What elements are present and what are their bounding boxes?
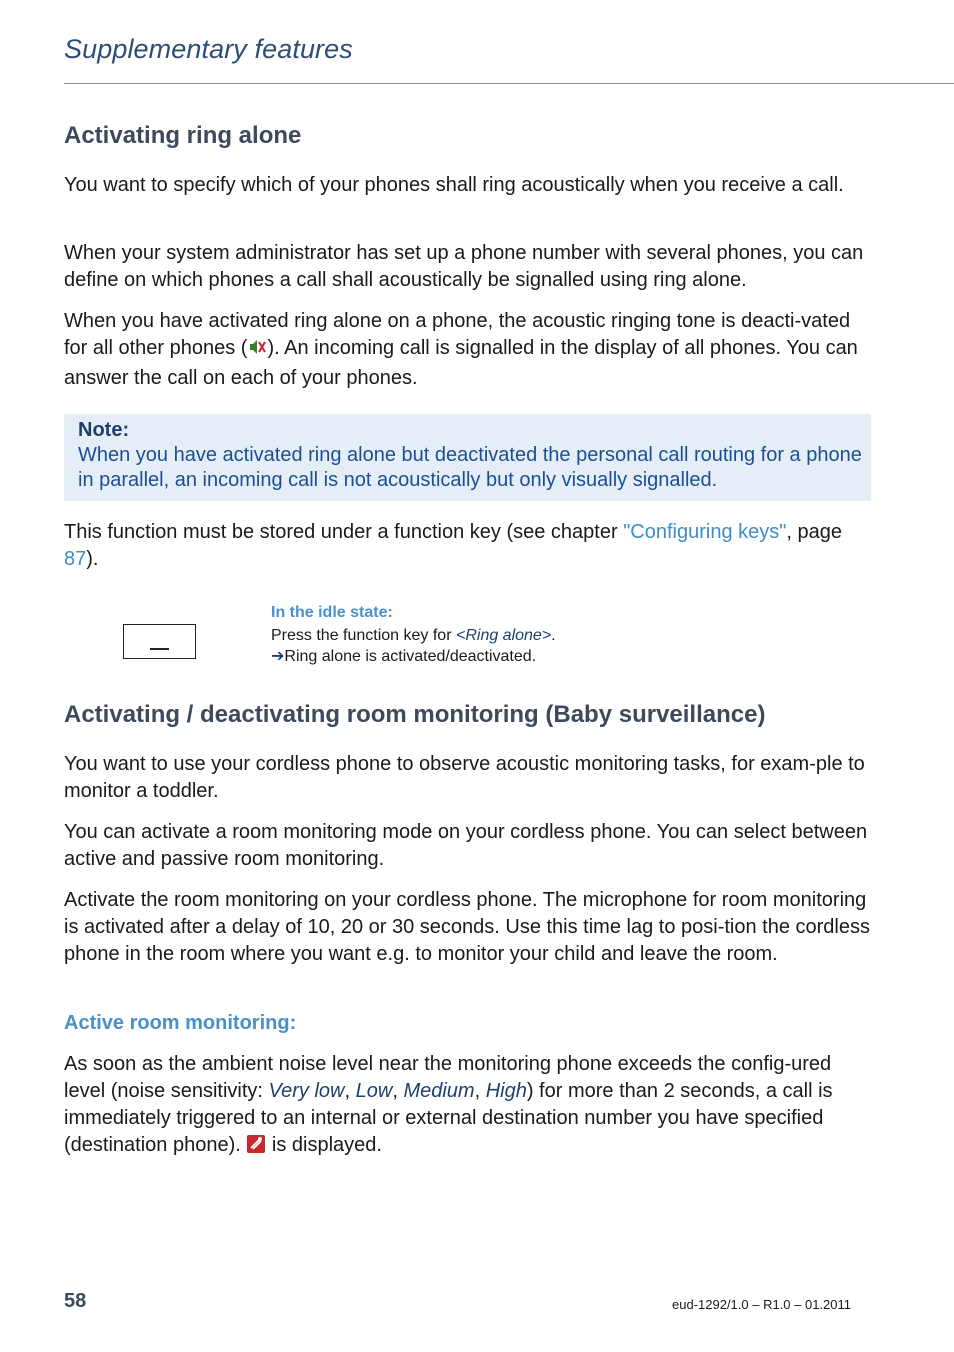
idle-state-label: In the idle state: xyxy=(271,604,393,621)
idle-result-text: Ring alone is activated/deactivated. xyxy=(284,648,537,665)
function-key-icon xyxy=(123,624,196,659)
paragraph-text: When you have activated ring alone on a phone, the acoustic ringing tone is deacti-vated for all other phones ( xyxy=(64,310,851,359)
idle-result xyxy=(271,647,536,667)
paragraph-active-monitoring xyxy=(64,1051,870,1162)
note-box xyxy=(64,414,871,501)
header-divider xyxy=(64,83,954,84)
function-key-dash xyxy=(150,648,169,650)
paragraph-text: , page xyxy=(786,521,842,543)
separator: , xyxy=(344,1080,356,1102)
idle-instruction-end: . xyxy=(551,627,556,644)
page-number: 58 xyxy=(64,1290,87,1312)
separator: , xyxy=(474,1080,486,1102)
idle-instruction-text: Press the function key for xyxy=(271,627,456,644)
paragraph-ring-alone-admin: When your system administrator has set up a phone number with several phones, you can define on which phones a call shall acoustically be signalled using ring alone. xyxy=(64,242,864,291)
link-page-87[interactable]: 87 xyxy=(64,548,87,570)
note-text: When you have activated ring alone but deactivated the personal call routing for a phone in parallel, an incoming call is not acoustically but only visually signalled. xyxy=(78,444,862,491)
paragraph-function-key xyxy=(64,519,870,573)
option-high: High xyxy=(485,1080,527,1102)
subheading-active-room-monitoring: Active room monitoring: xyxy=(64,1012,297,1034)
paragraph-text: ). An incoming call is signalled in the display of all phones. You can answer the call on each of your phones. xyxy=(64,337,858,389)
paragraph-room-monitoring-modes: You can activate a room monitoring mode on your cordless phone. You can select between active and passive room monitoring. xyxy=(64,821,868,870)
link-configuring-keys[interactable]: "Configuring keys" xyxy=(623,521,787,543)
paragraph-ring-alone-intro: You want to specify which of your phones shall ring acoustically when you receive a call. xyxy=(64,174,844,196)
paragraph-ring-alone-deactivated xyxy=(64,308,870,392)
page-header-title: Supplementary features xyxy=(64,34,353,64)
paragraph-text: is displayed. xyxy=(266,1134,382,1156)
section-heading-ring-alone: Activating ring alone xyxy=(64,122,302,149)
ring-alone-key-label: <Ring alone> xyxy=(455,627,552,644)
option-medium: Medium xyxy=(403,1080,475,1102)
room-monitor-icon xyxy=(246,1134,266,1162)
paragraph-text: ) for more than 2 seconds, a call is immediately triggered to an internal or external destination number you have specified (destination phone). xyxy=(64,1080,833,1156)
paragraph-text: As soon as the ambient noise level near the monitoring phone exceeds the config-ured level (noise sensitivity: xyxy=(64,1053,832,1102)
note-title: Note: xyxy=(78,419,130,441)
paragraph-text: ). xyxy=(86,548,99,570)
option-very-low: Very low xyxy=(268,1080,345,1102)
paragraph-text: This function must be stored under a function key (see chapter xyxy=(64,521,624,543)
section-heading-room-monitoring: Activating / deactivating room monitoring (Baby surveillance) xyxy=(64,701,766,728)
muted-speaker-icon xyxy=(247,337,267,365)
paragraph-room-monitoring-activate: Activate the room monitoring on your cordless phone. The microphone for room monitoring is activated after a delay of 10, 20 or 30 seconds. Use this time lag to posi-tion the cordless phone in the room where you want e.g. to monitor your child and leave the room. xyxy=(64,889,870,965)
separator: , xyxy=(392,1080,404,1102)
document-reference: eud-1292/1.0 – R1.0 – 01.2011 xyxy=(672,1297,852,1312)
arrow-right-icon: ➔ xyxy=(271,648,285,665)
paragraph-room-monitoring-intro: You want to use your cordless phone to observe acoustic monitoring tasks, for exam-ple to monitor a toddler. xyxy=(64,753,865,802)
idle-instruction xyxy=(271,626,556,646)
option-low: Low xyxy=(355,1080,393,1102)
